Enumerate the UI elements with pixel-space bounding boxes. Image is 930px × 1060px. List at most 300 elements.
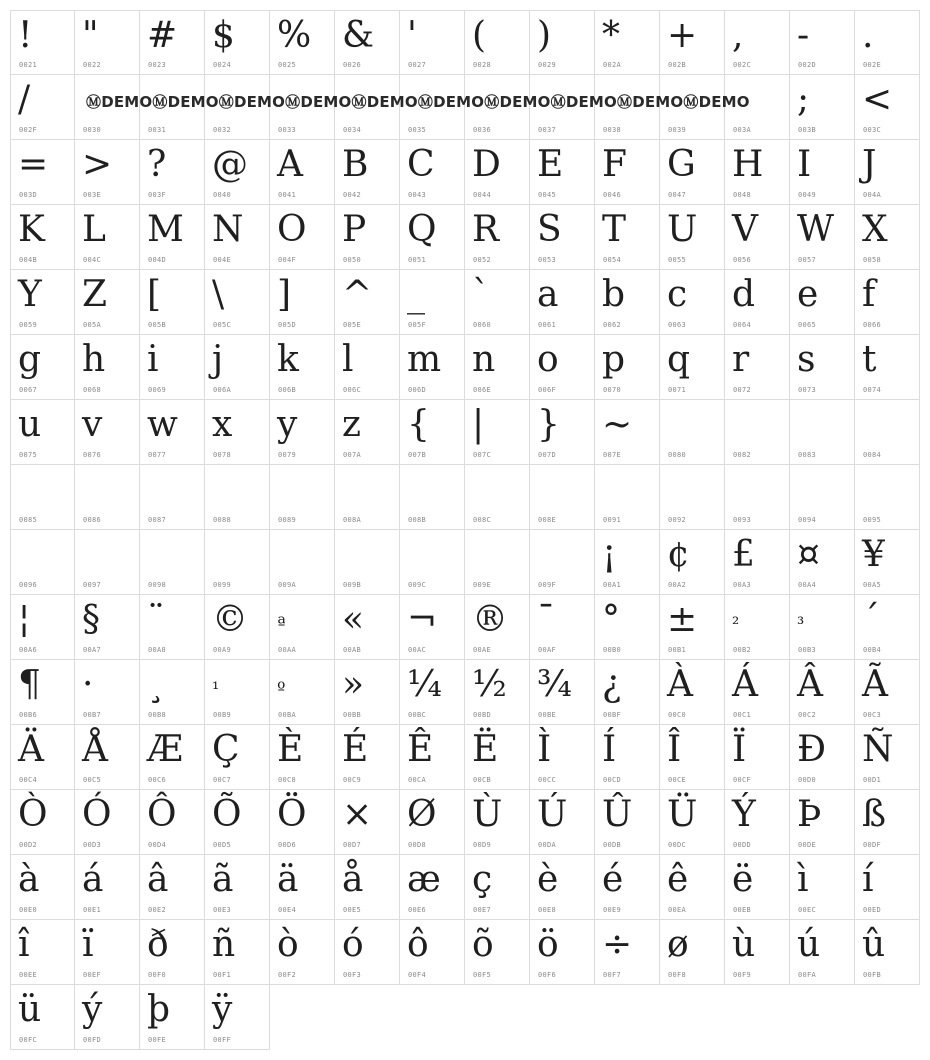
glyph-codepoint: 00B1 xyxy=(668,646,687,654)
glyph-codepoint: 00DD xyxy=(733,841,752,849)
glyph-codepoint: 0029 xyxy=(538,61,557,69)
glyph-char: $ xyxy=(212,15,235,56)
glyph-char: , xyxy=(732,15,744,56)
glyph-codepoint: 00F0 xyxy=(148,971,167,979)
glyph-codepoint: 00A5 xyxy=(863,581,882,589)
glyph-codepoint: 0034 xyxy=(343,126,362,134)
glyph-char: Û xyxy=(602,794,633,835)
glyph-char: Ì xyxy=(537,729,552,770)
glyph-char: o xyxy=(537,339,559,380)
glyph-codepoint: 00FA xyxy=(798,971,817,979)
glyph-cell xyxy=(855,530,920,595)
glyph-cell xyxy=(10,205,75,270)
glyph-cell xyxy=(10,465,75,530)
glyph-char: À xyxy=(667,664,693,705)
glyph-cell xyxy=(205,140,270,205)
glyph-codepoint: 0072 xyxy=(733,386,752,394)
glyph-cell xyxy=(595,335,660,400)
glyph-cell xyxy=(855,855,920,920)
glyph-char: â xyxy=(147,859,169,900)
glyph-cell xyxy=(855,140,920,205)
glyph-char: Õ xyxy=(212,794,242,835)
glyph-char: Ë xyxy=(472,729,499,770)
glyph-cell xyxy=(855,205,920,270)
glyph-char: _ xyxy=(407,274,425,315)
glyph-cell xyxy=(75,725,140,790)
glyph-cell xyxy=(400,205,465,270)
glyph-codepoint: 0057 xyxy=(798,256,817,264)
glyph-cell xyxy=(205,920,270,985)
glyph-char: ê xyxy=(667,859,689,900)
glyph-cell xyxy=(400,530,465,595)
glyph-codepoint: 00B6 xyxy=(19,711,38,719)
glyph-codepoint: 0091 xyxy=(603,516,622,524)
glyph-cell xyxy=(140,660,205,725)
glyph-codepoint: 004C xyxy=(83,256,102,264)
glyph-cell xyxy=(855,920,920,985)
glyph-char: ß xyxy=(862,794,887,835)
glyph-cell xyxy=(75,595,140,660)
glyph-codepoint: 00E4 xyxy=(278,906,297,914)
glyph-codepoint: 0043 xyxy=(408,191,427,199)
glyph-cell xyxy=(595,725,660,790)
glyph-codepoint: 00CC xyxy=(538,776,557,784)
glyph-cell xyxy=(530,465,595,530)
glyph-cell xyxy=(530,400,595,465)
glyph-codepoint: 00E7 xyxy=(473,906,492,914)
glyph-cell xyxy=(855,595,920,660)
glyph-char: æ xyxy=(407,859,441,900)
glyph-codepoint: 00B0 xyxy=(603,646,622,654)
glyph-char: ´ xyxy=(862,599,880,640)
glyph-cell xyxy=(725,140,790,205)
glyph-cell xyxy=(205,205,270,270)
glyph-char: G xyxy=(667,144,696,185)
glyph-cell xyxy=(595,10,660,75)
glyph-char: ` xyxy=(472,274,490,315)
glyph-cell xyxy=(140,920,205,985)
glyph-codepoint: 0025 xyxy=(278,61,297,69)
glyph-codepoint: 0023 xyxy=(148,61,167,69)
glyph-cell xyxy=(660,270,725,335)
glyph-codepoint: 00E2 xyxy=(148,906,167,914)
glyph-codepoint: 0021 xyxy=(19,61,38,69)
glyph-char: " xyxy=(82,15,99,56)
glyph-codepoint: 002A xyxy=(603,61,622,69)
glyph-char: [ xyxy=(147,274,162,315)
glyph-codepoint: 00D2 xyxy=(19,841,38,849)
glyph-cell xyxy=(75,335,140,400)
glyph-codepoint: 006A xyxy=(213,386,232,394)
glyph-codepoint: 00D7 xyxy=(343,841,362,849)
glyph-cell xyxy=(660,335,725,400)
glyph-codepoint: 00B2 xyxy=(733,646,752,654)
glyph-char: § xyxy=(82,599,100,640)
glyph-cell xyxy=(140,10,205,75)
glyph-codepoint: 0044 xyxy=(473,191,492,199)
glyph-char: P xyxy=(342,209,367,250)
glyph-codepoint: 0064 xyxy=(733,321,752,329)
glyph-codepoint: 0098 xyxy=(148,581,167,589)
glyph-cell xyxy=(595,465,660,530)
glyph-codepoint: 008C xyxy=(473,516,492,524)
glyph-codepoint: 0099 xyxy=(213,581,232,589)
glyph-codepoint: 004F xyxy=(278,256,297,264)
glyph-char: ¥ xyxy=(862,534,885,575)
glyph-codepoint: 00FC xyxy=(19,1036,38,1044)
glyph-char: A xyxy=(277,144,303,185)
glyph-cell xyxy=(465,725,530,790)
glyph-codepoint: 00D6 xyxy=(278,841,297,849)
glyph-cell xyxy=(595,530,660,595)
glyph-char: z xyxy=(342,404,361,445)
glyph-codepoint: 00FB xyxy=(863,971,882,979)
glyph-codepoint: 007E xyxy=(603,451,622,459)
glyph-cell xyxy=(270,10,335,75)
glyph-codepoint: 00B7 xyxy=(83,711,102,719)
glyph-char: ¤ xyxy=(797,534,820,575)
glyph-cell xyxy=(75,140,140,205)
glyph-char: Ã xyxy=(862,664,888,705)
glyph-char: ¿ xyxy=(602,664,622,705)
glyph-char: E xyxy=(537,144,564,185)
glyph-char: V xyxy=(732,209,758,250)
glyph-char: ä xyxy=(277,859,299,900)
glyph-cell xyxy=(660,205,725,270)
glyph-codepoint: 005D xyxy=(278,321,297,329)
glyph-cell xyxy=(855,660,920,725)
glyph-cell xyxy=(140,140,205,205)
glyph-char: ; xyxy=(797,79,810,120)
glyph-cell xyxy=(205,855,270,920)
glyph-cell xyxy=(205,400,270,465)
glyph-char: Y xyxy=(18,274,42,315)
glyph-cell xyxy=(465,790,530,855)
glyph-cell xyxy=(465,140,530,205)
glyph-codepoint: 0097 xyxy=(83,581,102,589)
glyph-char: F xyxy=(602,144,627,185)
glyph-cell xyxy=(205,530,270,595)
glyph-cell xyxy=(400,335,465,400)
glyph-cell xyxy=(75,790,140,855)
glyph-cell xyxy=(725,270,790,335)
glyph-cell xyxy=(595,140,660,205)
glyph-char: à xyxy=(18,859,40,900)
glyph-cell xyxy=(725,790,790,855)
glyph-codepoint: 007A xyxy=(343,451,362,459)
glyph-codepoint: 00A3 xyxy=(733,581,752,589)
glyph-codepoint: 003F xyxy=(148,191,167,199)
glyph-cell xyxy=(75,10,140,75)
glyph-char: Z xyxy=(82,274,108,315)
glyph-char: f xyxy=(862,274,876,315)
glyph-char: J xyxy=(862,144,877,185)
glyph-char: è xyxy=(537,859,559,900)
glyph-codepoint: 0067 xyxy=(19,386,38,394)
glyph-cell xyxy=(790,595,855,660)
glyph-char: a xyxy=(537,274,559,315)
glyph-cell xyxy=(75,855,140,920)
glyph-char: < xyxy=(862,79,893,120)
glyph-cell xyxy=(75,985,140,1050)
glyph-codepoint: 00AB xyxy=(343,646,362,654)
glyph-codepoint: 0047 xyxy=(668,191,687,199)
glyph-cell xyxy=(465,530,530,595)
glyph-codepoint: 0039 xyxy=(668,126,687,134)
glyph-cell xyxy=(790,465,855,530)
glyph-codepoint: 00F7 xyxy=(603,971,622,979)
glyph-cell xyxy=(75,920,140,985)
glyph-char: k xyxy=(277,339,299,380)
glyph-cell xyxy=(335,595,400,660)
glyph-char: x xyxy=(212,404,233,445)
glyph-cell xyxy=(400,920,465,985)
glyph-codepoint: 00BE xyxy=(538,711,557,719)
glyph-char: Ê xyxy=(407,729,434,770)
glyph-codepoint: 009A xyxy=(278,581,297,589)
glyph-codepoint: 00F2 xyxy=(278,971,297,979)
glyph-codepoint: 00AE xyxy=(473,646,492,654)
glyph-codepoint: 006C xyxy=(343,386,362,394)
glyph-codepoint: 0050 xyxy=(343,256,362,264)
glyph-cell xyxy=(75,205,140,270)
glyph-cell xyxy=(400,595,465,660)
glyph-codepoint: 00FF xyxy=(213,1036,232,1044)
glyph-codepoint: 009F xyxy=(538,581,557,589)
glyph-char: Ý xyxy=(732,794,756,835)
glyph-cell xyxy=(335,10,400,75)
glyph-cell xyxy=(790,140,855,205)
glyph-char: & xyxy=(342,15,375,56)
glyph-cell xyxy=(335,205,400,270)
glyph-char: O xyxy=(277,209,307,250)
glyph-cell xyxy=(855,335,920,400)
glyph-cell xyxy=(10,920,75,985)
glyph-char: Ò xyxy=(18,794,48,835)
glyph-cell xyxy=(595,855,660,920)
glyph-cell xyxy=(205,335,270,400)
glyph-cell xyxy=(400,10,465,75)
glyph-grid xyxy=(10,10,920,1050)
glyph-cell xyxy=(790,10,855,75)
glyph-cell xyxy=(335,855,400,920)
glyph-char: j xyxy=(212,339,224,380)
glyph-char: Â xyxy=(797,664,823,705)
glyph-cell xyxy=(205,10,270,75)
glyph-codepoint: 00A2 xyxy=(668,581,687,589)
glyph-char: ë xyxy=(732,859,754,900)
glyph-codepoint: 0042 xyxy=(343,191,362,199)
glyph-cell xyxy=(400,855,465,920)
glyph-char: õ xyxy=(472,924,494,965)
glyph-codepoint: 0061 xyxy=(538,321,557,329)
glyph-codepoint: 00EC xyxy=(798,906,817,914)
glyph-cell xyxy=(530,335,595,400)
glyph-char: ² xyxy=(732,614,740,635)
glyph-cell xyxy=(790,205,855,270)
glyph-cell xyxy=(725,530,790,595)
glyph-char: ± xyxy=(667,599,698,640)
glyph-codepoint: 00A4 xyxy=(798,581,817,589)
glyph-cell xyxy=(10,270,75,335)
glyph-codepoint: 00B8 xyxy=(148,711,167,719)
glyph-codepoint: 00A8 xyxy=(148,646,167,654)
glyph-cell xyxy=(335,920,400,985)
glyph-cell xyxy=(465,920,530,985)
glyph-char: I xyxy=(797,144,812,185)
glyph-char: Ö xyxy=(277,794,307,835)
glyph-codepoint: 0074 xyxy=(863,386,882,394)
glyph-char: · xyxy=(82,664,94,705)
glyph-cell xyxy=(270,920,335,985)
glyph-cell xyxy=(10,10,75,75)
glyph-char: ! xyxy=(18,15,33,56)
glyph-cell xyxy=(75,400,140,465)
glyph-char: Ô xyxy=(147,794,177,835)
glyph-codepoint: 003B xyxy=(798,126,817,134)
glyph-codepoint: 0086 xyxy=(83,516,102,524)
glyph-char: Ù xyxy=(472,794,503,835)
glyph-codepoint: 0024 xyxy=(213,61,232,69)
glyph-cell xyxy=(140,855,205,920)
glyph-cell xyxy=(790,400,855,465)
glyph-cell xyxy=(530,725,595,790)
glyph-char: Þ xyxy=(797,794,822,835)
glyph-codepoint: 00F6 xyxy=(538,971,557,979)
glyph-codepoint: 00CF xyxy=(733,776,752,784)
glyph-cell xyxy=(270,400,335,465)
glyph-char: Ñ xyxy=(862,729,894,770)
glyph-char: Ü xyxy=(667,794,698,835)
glyph-cell xyxy=(10,335,75,400)
glyph-char: t xyxy=(862,339,877,380)
glyph-char: h xyxy=(82,339,106,380)
glyph-char: i xyxy=(147,339,159,380)
glyph-codepoint: 00E6 xyxy=(408,906,427,914)
glyph-cell xyxy=(725,920,790,985)
glyph-cell xyxy=(530,660,595,725)
glyph-char: Å xyxy=(82,729,108,770)
glyph-char: ( xyxy=(472,15,487,56)
glyph-codepoint: 00D9 xyxy=(473,841,492,849)
glyph-codepoint: 0048 xyxy=(733,191,752,199)
glyph-cell xyxy=(10,855,75,920)
glyph-char: í xyxy=(862,859,874,900)
glyph-char: w xyxy=(147,404,178,445)
glyph-char: D xyxy=(472,144,501,185)
glyph-codepoint: 0095 xyxy=(863,516,882,524)
glyph-cell xyxy=(205,660,270,725)
glyph-codepoint: 003C xyxy=(863,126,882,134)
glyph-codepoint: 00A6 xyxy=(19,646,38,654)
glyph-cell xyxy=(595,270,660,335)
glyph-cell xyxy=(530,595,595,660)
glyph-cell xyxy=(790,790,855,855)
glyph-codepoint: 003E xyxy=(83,191,102,199)
glyph-char: ? xyxy=(147,144,167,185)
glyph-char: ¨ xyxy=(147,599,165,640)
glyph-char: ¬ xyxy=(407,599,438,640)
glyph-char: ú xyxy=(797,924,821,965)
glyph-char: W xyxy=(797,209,835,250)
glyph-codepoint: 0065 xyxy=(798,321,817,329)
glyph-char: ¹ xyxy=(212,679,220,700)
glyph-cell xyxy=(140,985,205,1050)
glyph-char: L xyxy=(82,209,106,250)
glyph-codepoint: 00EA xyxy=(668,906,687,914)
glyph-char: ó xyxy=(342,924,364,965)
glyph-codepoint: 005C xyxy=(213,321,232,329)
glyph-char: Á xyxy=(732,664,758,705)
glyph-cell xyxy=(595,205,660,270)
glyph-cell xyxy=(270,790,335,855)
glyph-codepoint: 0077 xyxy=(148,451,167,459)
glyph-char: ~ xyxy=(602,404,633,445)
glyph-codepoint: 0078 xyxy=(213,451,232,459)
glyph-cell xyxy=(140,790,205,855)
glyph-codepoint: 0096 xyxy=(19,581,38,589)
glyph-cell xyxy=(660,465,725,530)
glyph-codepoint: 0094 xyxy=(798,516,817,524)
glyph-cell xyxy=(335,335,400,400)
demo-watermark: ⓂDEMOⓂDEMOⓂDEMOⓂDEMOⓂDEMOⓂDEMOⓂDEMOⓂDEMOⓂDEMOⓂDEMO xyxy=(86,93,750,111)
glyph-cell xyxy=(790,270,855,335)
glyph-codepoint: 0093 xyxy=(733,516,752,524)
glyph-cell xyxy=(10,75,75,140)
glyph-char: c xyxy=(667,274,688,315)
glyph-char: ® xyxy=(472,599,508,640)
glyph-codepoint: 0060 xyxy=(473,321,492,329)
glyph-codepoint: 00D4 xyxy=(148,841,167,849)
glyph-codepoint: 003A xyxy=(733,126,752,134)
glyph-char: S xyxy=(537,209,562,250)
glyph-char: = xyxy=(18,144,49,185)
glyph-char: > xyxy=(82,144,113,185)
glyph-char: ¡ xyxy=(602,534,617,575)
glyph-char: ' xyxy=(407,15,417,56)
glyph-codepoint: 0030 xyxy=(83,126,102,134)
glyph-cell xyxy=(790,725,855,790)
glyph-cell xyxy=(400,790,465,855)
glyph-codepoint: 0041 xyxy=(278,191,297,199)
glyph-char: { xyxy=(407,404,430,445)
glyph-codepoint: 0028 xyxy=(473,61,492,69)
glyph-char: g xyxy=(18,339,42,380)
glyph-char: ï xyxy=(82,924,94,965)
glyph-cell xyxy=(660,660,725,725)
glyph-cell xyxy=(140,335,205,400)
glyph-codepoint: 0027 xyxy=(408,61,427,69)
glyph-cell xyxy=(400,270,465,335)
glyph-codepoint: 0054 xyxy=(603,256,622,264)
glyph-cell xyxy=(595,595,660,660)
glyph-char: É xyxy=(342,729,369,770)
glyph-codepoint: 004B xyxy=(19,256,38,264)
glyph-codepoint: 006D xyxy=(408,386,427,394)
glyph-codepoint: 00F8 xyxy=(668,971,687,979)
glyph-codepoint: 0076 xyxy=(83,451,102,459)
glyph-codepoint: 005F xyxy=(408,321,427,329)
glyph-char: ¯ xyxy=(537,599,555,640)
glyph-cell xyxy=(335,465,400,530)
glyph-codepoint: 0059 xyxy=(19,321,38,329)
glyph-cell xyxy=(335,140,400,205)
glyph-cell xyxy=(270,855,335,920)
glyph-cell xyxy=(595,660,660,725)
glyph-codepoint: 0088 xyxy=(213,516,232,524)
glyph-codepoint: 00AF xyxy=(538,646,557,654)
glyph-char: ¾ xyxy=(537,664,572,705)
